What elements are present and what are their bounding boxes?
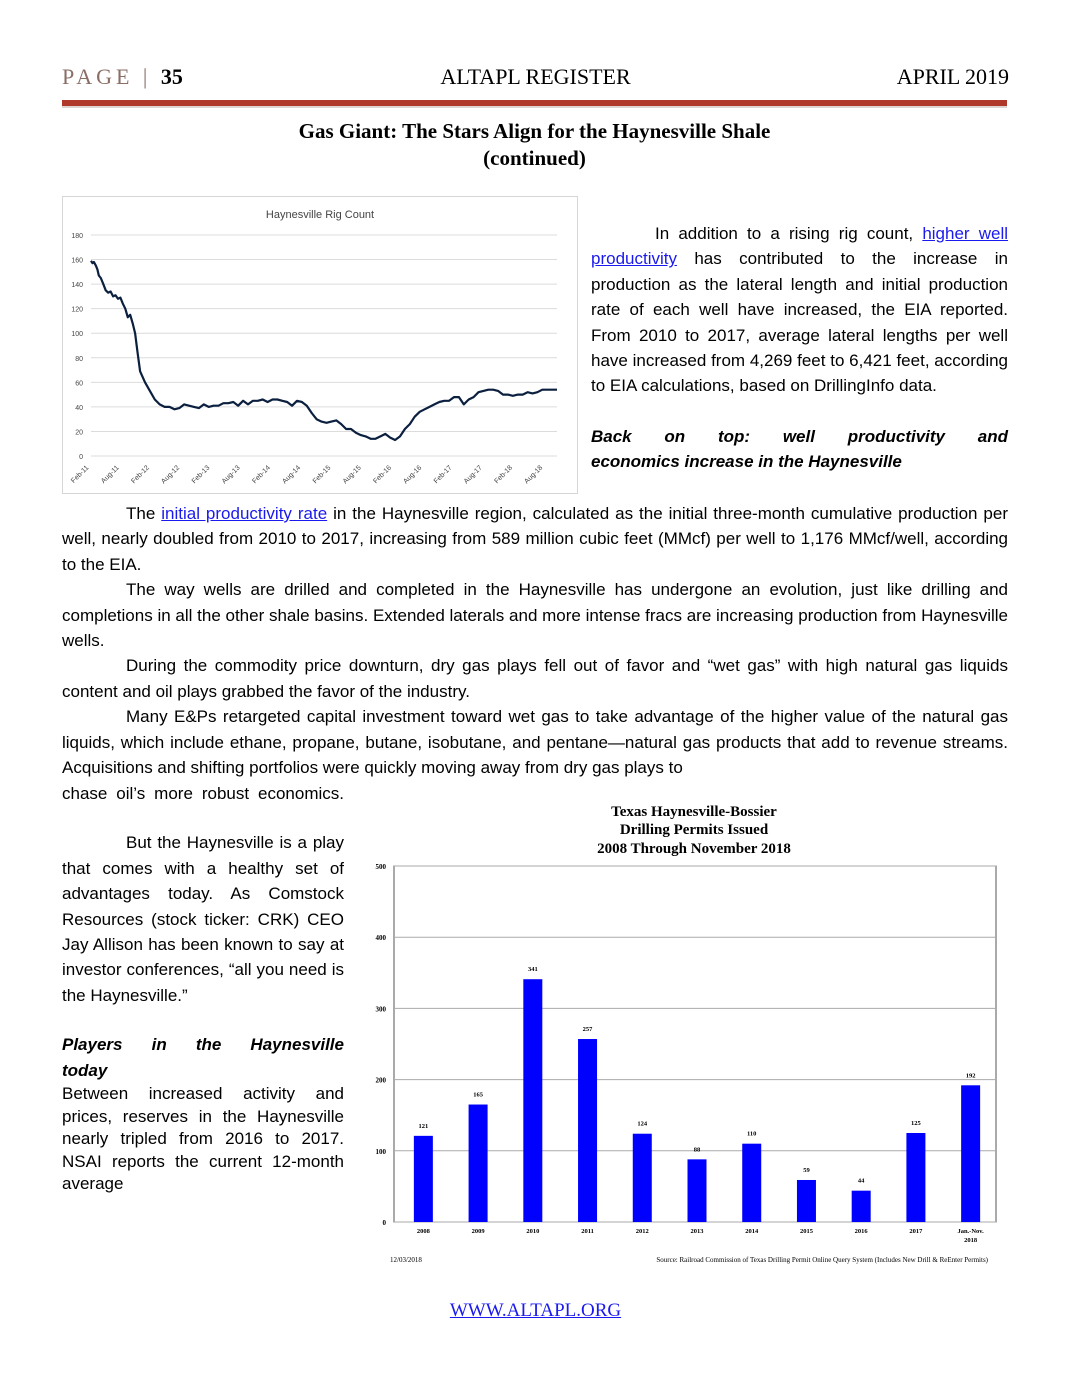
permits-bar: [523, 979, 542, 1222]
permits-bar-value-label: 124: [637, 1120, 648, 1128]
permits-x-tick-label: 2010: [526, 1228, 540, 1235]
rig-x-tick-label: Feb-14: [251, 464, 272, 486]
permits-x-tick-label: 2014: [745, 1228, 759, 1235]
rig-count-series-line: [91, 261, 557, 440]
rig-x-tick-label: Aug-12: [160, 464, 182, 486]
advantages-paragraph: But the Haynesville is a play that comes with a healthy set of advantages today. As Comstock Resources (stock ticker: CRK) CEO Jay Allison has been known to say at investor conferences, “all you need is the Haynesville.”: [62, 833, 344, 1005]
permits-bar: [797, 1180, 816, 1222]
rig-x-tick-label: Aug-14: [281, 464, 303, 486]
page-footer: [0, 1300, 1071, 1322]
rig-y-tick-label: 80: [75, 355, 83, 363]
permits-y-tick-label: 100: [375, 1147, 386, 1156]
website-link[interactable]: WWW.ALTAPL.ORG: [449, 1300, 622, 1321]
evolution-paragraph: The way wells are drilled and completed in the Haynesville has undergone an evolution, just like drilling and completions in all the other shale basins. Extended laterals and more intense fracs are increasing production from Haynesville wells.: [62, 580, 1008, 651]
initial-productivity-paragraph: The initial productivity rate in the Haynesville region, calculated as the initial three-month cumulative production per well, nearly doubled from 2010 to 2017, increasing from 589 million cubic feet (MMcf) per well to 1,176 MMcf/well, according to the EIA.: [62, 504, 1008, 574]
permits-x-tick-label-line2: 2018: [964, 1237, 978, 1244]
rig-y-tick-label: 160: [71, 257, 83, 265]
initial-productivity-rate-link[interactable]: initial productivity rate: [161, 504, 328, 523]
rig-y-tick-label: 0: [79, 454, 83, 461]
permits-bar: [578, 1039, 597, 1222]
drilling-permits-chart-svg: [364, 796, 1008, 1276]
section-heading-back-on-top-line1: Back on top: well productivity and: [591, 426, 1008, 446]
rig-x-tick-label: Aug-16: [402, 464, 424, 486]
reserves-paragraph: Between increased activity and prices, reserves in the Haynesville nearly tripled from 2016 to 2017. NSAI reports the current 12-month average: [62, 1084, 344, 1194]
rig-x-tick-label: Aug-11: [100, 464, 121, 486]
article-title: [62, 118, 1007, 172]
rig-count-chart-svg: [63, 197, 577, 493]
left-text-column: [62, 781, 344, 1196]
permits-bar-value-label: 88: [693, 1146, 701, 1154]
permits-bar: [414, 1136, 433, 1222]
permits-y-tick-label: 0: [382, 1219, 386, 1227]
permits-title-line3: 2008 Through November 2018: [597, 841, 791, 857]
rig-y-tick-label: 180: [71, 233, 83, 240]
permits-x-tick-label: Jan.-Nov.: [957, 1228, 984, 1235]
permits-bar: [688, 1159, 707, 1222]
permits-source-note: Source: Railroad Commission of Texas Drilling Permit Online Query System (Includes New Drill & ReEnter Permits): [656, 1256, 988, 1264]
permits-x-tick-label: 2016: [854, 1228, 868, 1235]
permits-bar-value-label: 125: [911, 1120, 921, 1127]
downturn-paragraph: During the commodity price downturn, dry gas plays fell out of favor and “wet gas” with high natural gas liquids content and oil plays grabbed the favor of the industry.: [62, 656, 1008, 701]
permits-x-tick-label: 2015: [799, 1228, 813, 1235]
rig-x-tick-label: Feb-12: [130, 464, 151, 486]
permits-bar: [852, 1191, 871, 1222]
page-number-label: PAGE | 35: [62, 64, 183, 89]
rig-y-tick-label: 20: [75, 429, 83, 437]
higher-well-productivity-link[interactable]: higher well productivity: [591, 224, 1009, 269]
rig-chart-title: Haynesville Rig Count: [265, 209, 375, 221]
section-heading-players-line1: Players in the Haynesville: [62, 1035, 344, 1055]
permits-x-tick-label: 2013: [690, 1228, 704, 1235]
permits-y-tick-label: 500: [375, 863, 386, 871]
permits-bar-value-label: 341: [527, 966, 538, 974]
permits-bar: [742, 1144, 761, 1222]
rig-y-tick-label: 100: [71, 331, 83, 339]
permits-y-tick-label: 200: [375, 1076, 386, 1085]
rig-x-tick-label: Feb-16: [372, 464, 394, 486]
article-title-line2: (continued): [483, 146, 586, 170]
rig-x-tick-label: Aug-13: [220, 464, 242, 486]
rig-y-tick-label: 40: [75, 404, 83, 412]
permits-bar-value-label: 44: [857, 1177, 865, 1185]
rig-x-tick-label: Aug-15: [341, 464, 363, 486]
permits-bar-value-label: 165: [473, 1091, 483, 1099]
permits-x-tick-label: 2008: [416, 1228, 430, 1235]
full-width-text: [62, 501, 1008, 780]
permits-bar-value-label: 257: [582, 1026, 593, 1034]
section-heading-back-on-top-line2: economics increase in the Haynesville: [591, 452, 902, 472]
permits-bar: [961, 1085, 980, 1222]
rig-y-tick-label: 60: [75, 380, 83, 388]
permits-y-tick-label: 400: [375, 934, 386, 943]
permits-date-note: 12/03/2018: [390, 1256, 422, 1264]
permits-bar: [906, 1133, 925, 1222]
retargeted-paragraph: Many E&Ps retargeted capital investment toward wet gas to take advantage of the higher value of the natural gas liquids, which include ethane, propane, butane, isobutane, and pentane—natural gas products that add to revenue streams. Acquisitions and shifting portfolios were quickly moving away from dry gas plays to: [62, 707, 1008, 778]
drilling-permits-chart: [364, 796, 1008, 1276]
permits-bar-value-label: 110: [747, 1130, 757, 1138]
rig-x-tick-label: Feb-18: [493, 464, 515, 486]
permits-x-tick-label: 2009: [471, 1228, 485, 1235]
page-header: [62, 64, 1009, 94]
productivity-paragraph: In addition to a rising rig count, higher well productivity has contributed to the increase in production as the lateral length and initial production rate of each well have increased, the EIA reported. From 2010 to 2017, average lateral lengths per well have increased from 4,269 feet to 6,421 feet, according to EIA calculations, based on DrillingInfo data.: [591, 224, 1009, 396]
article-title-line1: Gas Giant: The Stars Align for the Haynesville Shale: [298, 119, 771, 143]
permits-bar-value-label: 59: [803, 1166, 810, 1174]
permits-y-tick-label: 300: [375, 1005, 386, 1014]
permits-title-line1: Texas Haynesville-Bossier: [611, 804, 777, 820]
publication-name: ALTAPL REGISTER: [440, 64, 631, 89]
robust-economics-continuation: chase oil’s more robust economics.: [62, 784, 344, 803]
permits-title-line2: Drilling Permits Issued: [619, 822, 769, 838]
rig-x-tick-label: Feb-11: [70, 464, 91, 485]
page-number: 35: [160, 64, 183, 89]
rig-x-tick-label: Aug-18: [523, 464, 545, 486]
rig-x-tick-label: Feb-13: [190, 464, 212, 486]
right-text-column: [591, 221, 1008, 475]
rig-y-tick-label: 120: [71, 306, 83, 314]
permits-bar-value-label: 121: [418, 1122, 429, 1130]
rig-x-tick-label: Aug-17: [462, 464, 484, 486]
permits-bar: [633, 1134, 652, 1222]
rig-y-tick-label: 140: [71, 282, 83, 290]
rig-x-tick-label: Feb-17: [432, 464, 454, 486]
permits-bar: [469, 1105, 488, 1222]
section-heading-players-line2: today: [62, 1060, 108, 1080]
permits-bar-value-label: 192: [965, 1072, 976, 1080]
issue-date: APRIL 2019: [896, 64, 1009, 89]
permits-x-tick-label: 2011: [581, 1228, 594, 1235]
rig-count-chart: [62, 196, 578, 494]
rig-x-tick-label: Feb-15: [311, 464, 333, 486]
permits-x-tick-label: 2017: [909, 1228, 923, 1235]
header-rule-shadow: [62, 106, 1007, 108]
permits-x-tick-label: 2012: [635, 1228, 649, 1235]
